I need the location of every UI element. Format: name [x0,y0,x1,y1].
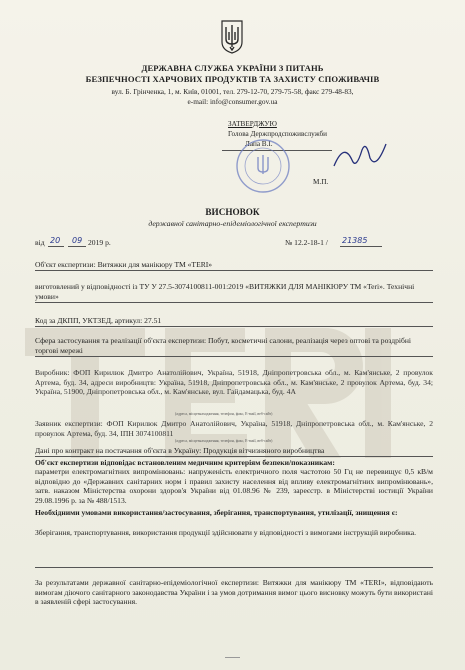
approve-label: ЗАТВЕРДЖУЮ [228,120,277,128]
applicant-note: (адреса, місцезнаходження, телефон, факс, E-mail, веб-сайт) [175,439,273,443]
object-underline [35,270,433,271]
approve-position: Голова Держпродспоживслужби [228,130,327,138]
conclusion-number-line [340,246,382,247]
scope-underline [35,356,433,357]
page-mark [225,657,240,658]
date-day: 20 [50,236,61,245]
criteria-heading: Об'єкт експертизи відповідає встановленим медичним критеріям безпеки/показникам: [35,458,335,467]
criteria-text: параметри електромагнітних випромінювань: напруженість електричного поля частотою 50 Гц не перевищує 0,5 кВ/м відповідно до «Державних санітарних норм і правил захисту населення від впливу електромагнітних випромінювань», затв. наказом Міністерства охорони здоров'я України від 01.08.96 № 239, зареєстр. в Міністерстві юстиції України 29.08.1996 р. за № 488/1513. [35,467,433,505]
date-month-line [68,246,86,247]
org-name-line1: ДЕРЖАВНА СЛУЖБА УКРАЇНИ З ПИТАНЬ [141,63,324,73]
date-year: 2019 р. [88,238,111,247]
conclusion-number: 21385 [342,236,368,245]
conditions-heading: Необхідними умовами використання/застосування, зберігання, транспортування, утилізації, знищення є: [35,508,398,517]
date-day-line [48,246,64,247]
contract-data: Дані про контракт на постачання об'єкта в Україну: Продукція вітчизняного виробництва [35,446,325,455]
expertise-object: Об'єкт експертизи: Витяжки для манікюру ТМ «TERI» [35,260,213,269]
org-name-line2: БЕЗПЕЧНОСТІ ХАРЧОВИХ ПРОДУКТІВ ТА ЗАХИСТУ СПОЖИВАЧІВ [85,74,380,84]
production-spec: виготовлений у відповідності із ТУ У 27.5-3074100811-001:2019 «ВИТЯЖКИ ДЛЯ МАНІКЮРУ ТМ «Teri». Технічні умови» [35,282,415,301]
date-month: 09 [72,236,83,245]
manufacturer: Виробник: ФОП Кирилюк Дмитро Анатолійович, Україна, 51918, Дніпропетровська обл., м. Кам'янське, 2 провулок Артема, буд. 34, адреси виробництв: Україна, 51918, Дніпропетровська обл., м. Кам'янське, 2 провулок Артема, буд. 34; Україна, 51900, Дніпропетровська обл., м. Кам'янське, вул. Гайдамацька, буд. 4А [35,368,433,397]
conclusion-title: ВИСНОВОК [205,207,260,217]
handwritten-signature [330,136,390,176]
contract-underline [35,456,433,457]
conclusion-number-label: № 12.2-18-1 / [285,238,328,247]
code-underline [35,326,433,327]
approve-name: Лапа В.І. [245,140,273,148]
conditions-text: Зберігання, транспортування, використання продукції здійснювати у відповідності з вимогами інструкцій виробника. [35,528,416,537]
applicant: Заявник експертизи: ФОП Кирилюк Дмитро Анатолійович, Україна, 51918, Дніпропетровська обл., м. Кам'янське, 2 провулок Артема, буд. 34, ІПН 3074100811 [35,419,433,438]
date-prefix: від [35,238,45,247]
official-seal [228,138,298,194]
org-address: вул. Б. Грінченка, 1, м. Київ, 01001, тел. 279-12-70, 279-75-58, факс 279-48-83, [111,87,354,96]
coat-of-arms-icon [221,20,243,54]
conclusion-subtitle: державної санітарно-епідеміологічної експертизи [148,219,317,228]
expertise-result: За результатами державної санітарно-епідеміологічної експертизи: Витяжки для манікюру ТМ «TERI», відповідають вимогам діючого санітарного законодавства України і за умов дотримання вимог цього висновку можуть бути використані в заявленій сфері застосування. [35,578,433,607]
product-code: Код за ДКПП, УКТЗЕД, артикул: 27.51 [35,316,162,325]
org-email: e-mail: info@consumer.gov.ua [187,97,278,106]
conditions-underline [35,567,433,568]
spec-underline [35,302,433,303]
application-scope: Сфера застосування та реалізації об'єкта експертизи: Побут, косметичні салони, реалізація через оптові та роздрібні торгові мережі [35,336,412,355]
manufacturer-note: (адреса, місцезнаходження, телефон, факс, E-mail, веб-сайт) [175,412,273,416]
stamp-label: М.П. [313,178,329,186]
